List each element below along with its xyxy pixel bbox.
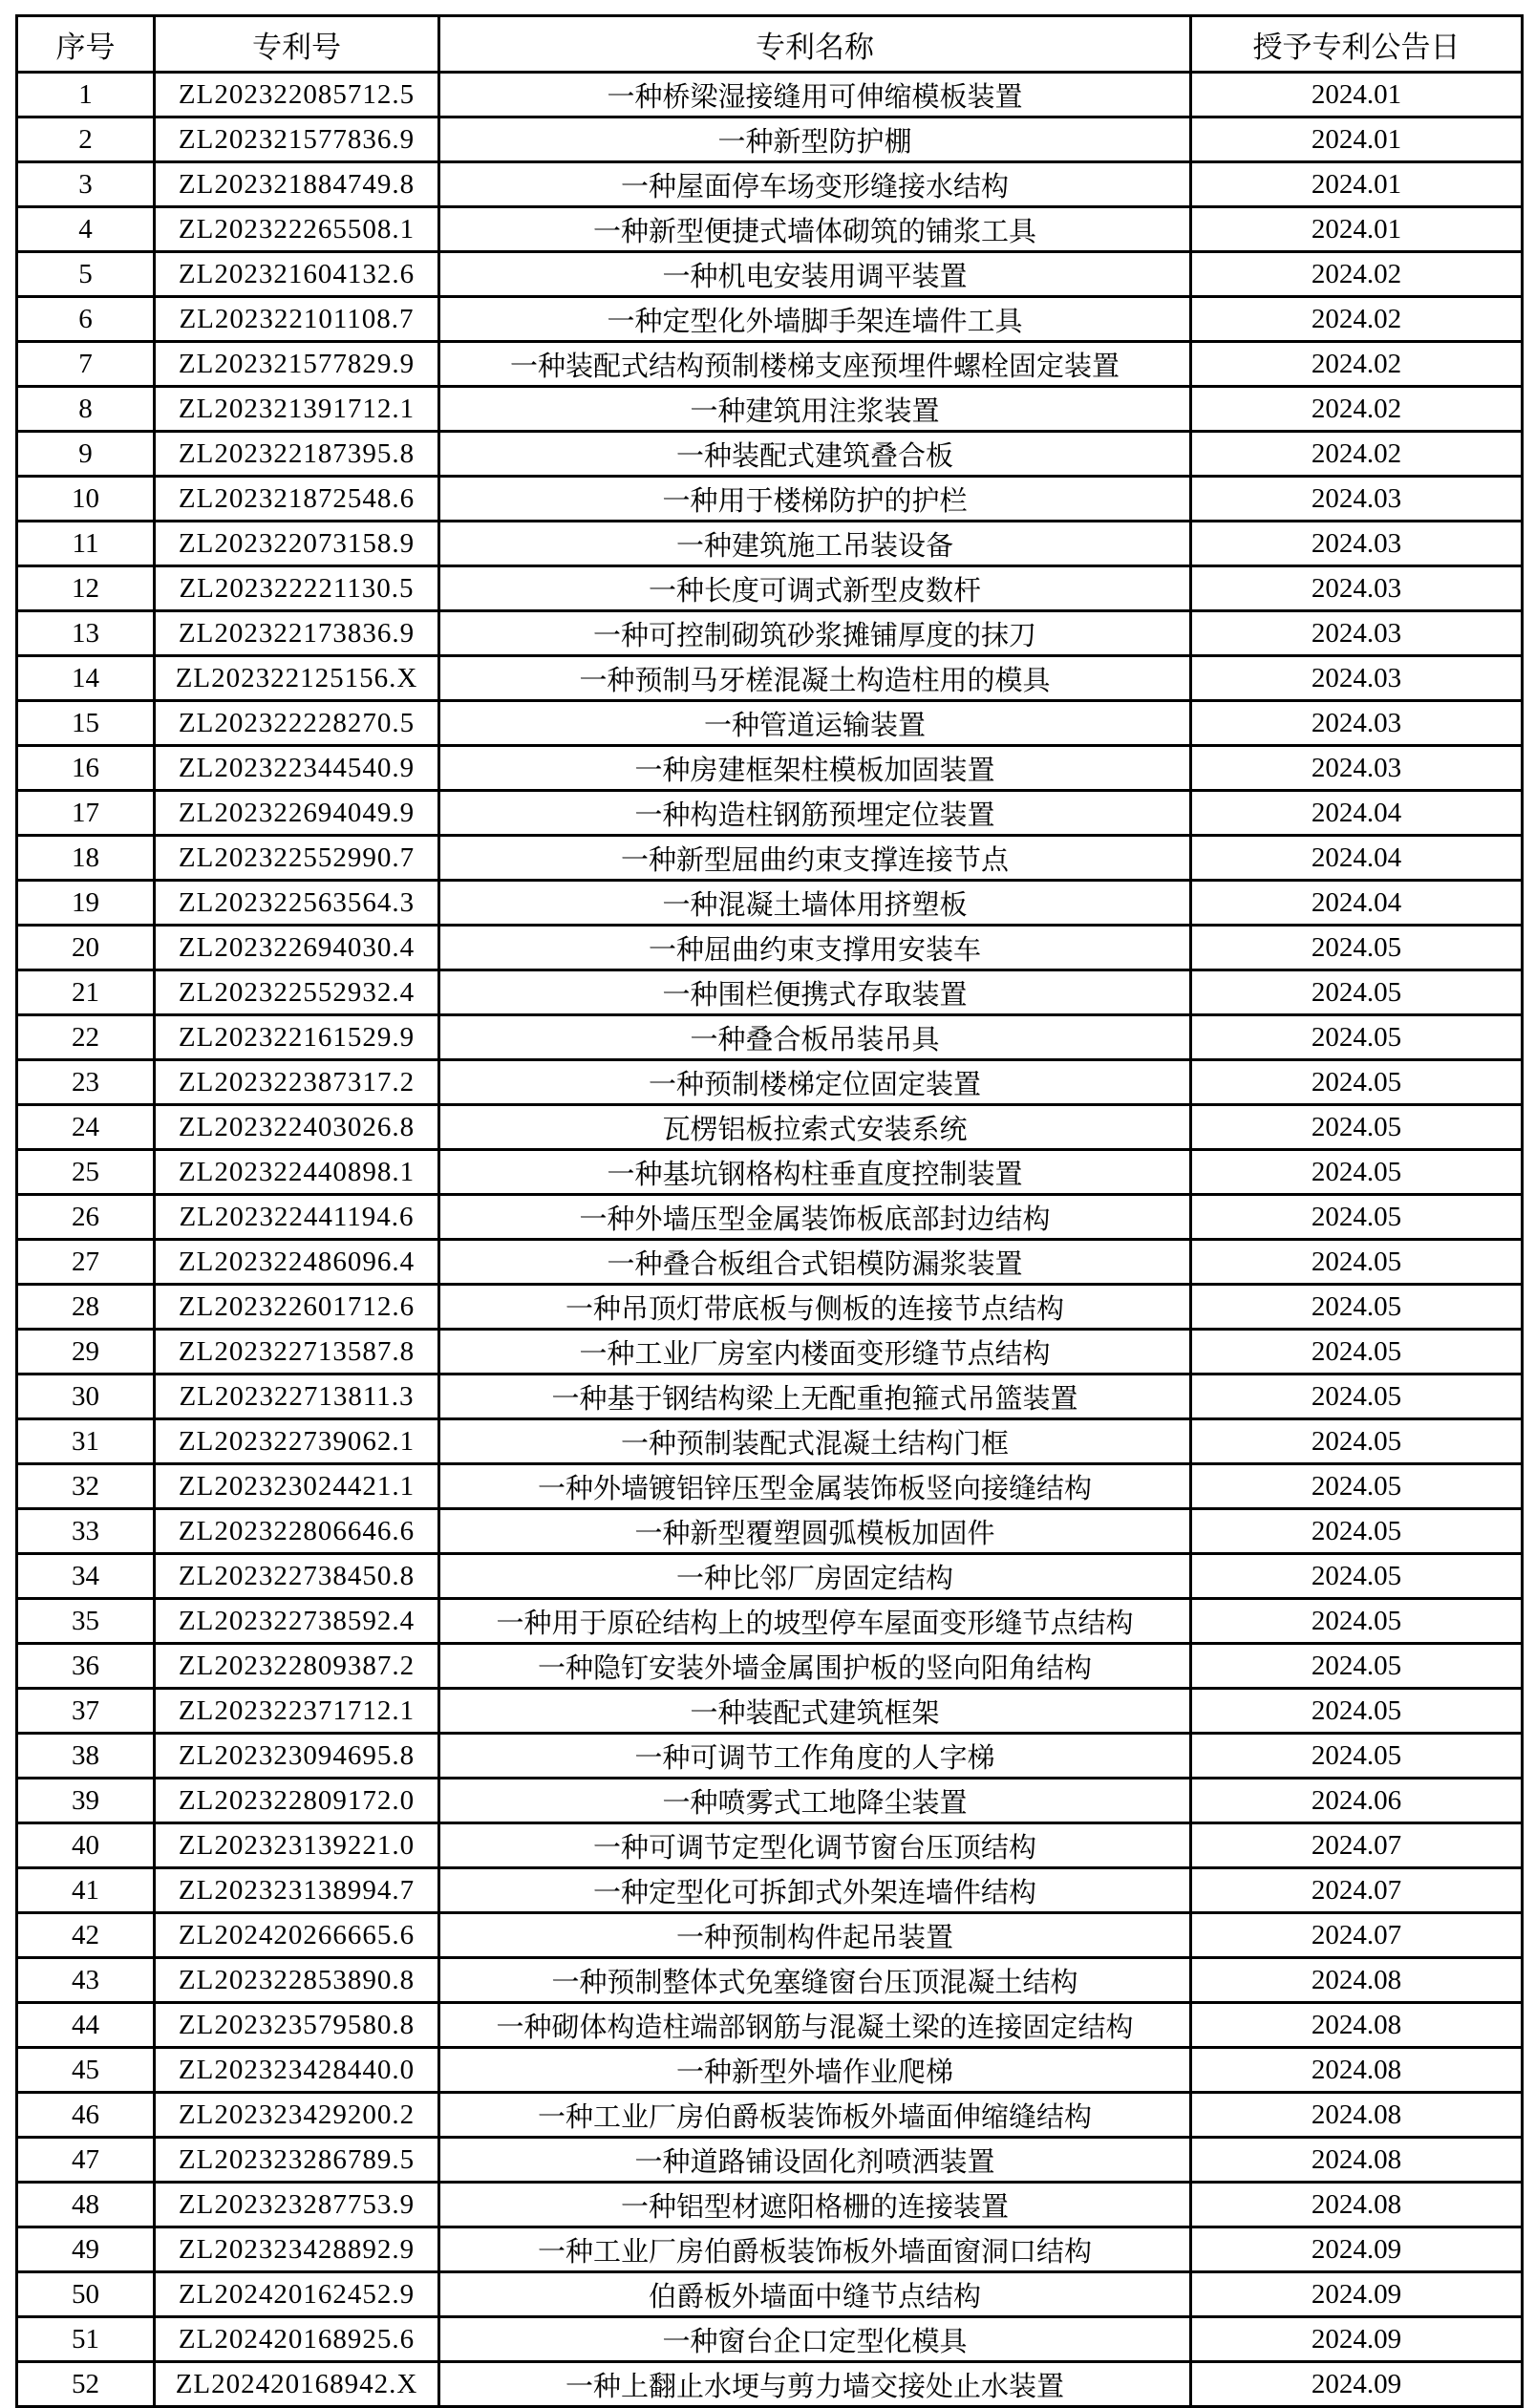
patent-number-cell: ZL202322173836.9 — [155, 611, 439, 656]
row-index-cell: 14 — [17, 656, 155, 701]
table-row — [17, 1868, 1523, 1913]
grant-date-cell: 2024.08 — [1191, 2003, 1523, 2048]
patent-number-cell: ZL202322713811.3 — [155, 1374, 439, 1419]
row-index-cell: 21 — [17, 970, 155, 1015]
patent-name-cell: 一种预制马牙槎混凝土构造柱用的模具 — [439, 656, 1191, 701]
table-row — [17, 656, 1523, 701]
patent-number-cell: ZL202322221130.5 — [155, 566, 439, 611]
patent-number-cell: ZL202420162452.9 — [155, 2272, 439, 2317]
patent-number-cell: ZL202322187395.8 — [155, 432, 439, 477]
patent-number-cell: ZL202323428892.9 — [155, 2227, 439, 2272]
table-row — [17, 1015, 1523, 1060]
table-row — [17, 1823, 1523, 1868]
grant-date-cell: 2024.05 — [1191, 1509, 1523, 1554]
patent-number-cell: ZL202322486096.4 — [155, 1240, 439, 1285]
grant-date-cell: 2024.02 — [1191, 342, 1523, 387]
row-index-cell: 24 — [17, 1105, 155, 1150]
patent-name-cell: 一种新型便捷式墙体砌筑的铺浆工具 — [439, 207, 1191, 252]
patent-name-cell: 一种道路铺设固化剂喷洒装置 — [439, 2138, 1191, 2183]
table-row — [17, 1958, 1523, 2003]
patent-number-cell: ZL202420168925.6 — [155, 2317, 439, 2362]
patent-name-cell: 一种用于楼梯防护的护栏 — [439, 477, 1191, 522]
row-index-cell: 32 — [17, 1464, 155, 1509]
patent-name-cell: 一种工业厂房伯爵板装饰板外墙面窗洞口结构 — [439, 2227, 1191, 2272]
patent-name-cell: 一种定型化外墙脚手架连墙件工具 — [439, 297, 1191, 342]
row-index-cell: 38 — [17, 1734, 155, 1779]
row-index-cell: 46 — [17, 2093, 155, 2138]
grant-date-cell: 2024.02 — [1191, 297, 1523, 342]
header-row — [17, 16, 1523, 73]
table-row — [17, 1060, 1523, 1105]
grant-date-cell: 2024.04 — [1191, 791, 1523, 836]
patent-number-cell: ZL202322101108.7 — [155, 297, 439, 342]
patent-name-cell: 一种外墙镀铝锌压型金属装饰板竖向接缝结构 — [439, 1464, 1191, 1509]
patent-number-cell: ZL202322387317.2 — [155, 1060, 439, 1105]
patent-name-cell: 一种屈曲约束支撑用安装车 — [439, 926, 1191, 970]
grant-date-cell: 2024.03 — [1191, 656, 1523, 701]
row-index-cell: 40 — [17, 1823, 155, 1868]
grant-date-cell: 2024.02 — [1191, 252, 1523, 297]
row-index-cell: 2 — [17, 117, 155, 162]
patent-number-cell: ZL202322265508.1 — [155, 207, 439, 252]
row-index-cell: 31 — [17, 1419, 155, 1464]
patent-name-cell: 一种可调节工作角度的人字梯 — [439, 1734, 1191, 1779]
patent-number-cell: ZL202322694049.9 — [155, 791, 439, 836]
grant-date-cell: 2024.05 — [1191, 1105, 1523, 1150]
grant-date-cell: 2024.09 — [1191, 2317, 1523, 2362]
header-patent-name: 专利名称 — [439, 16, 1191, 73]
table-row — [17, 1330, 1523, 1374]
patent-name-cell: 一种建筑施工吊装设备 — [439, 522, 1191, 566]
table-row — [17, 611, 1523, 656]
row-index-cell: 45 — [17, 2048, 155, 2093]
grant-date-cell: 2024.05 — [1191, 1374, 1523, 1419]
patent-number-cell: ZL202322085712.5 — [155, 73, 439, 117]
patent-number-cell: ZL202323094695.8 — [155, 1734, 439, 1779]
row-index-cell: 11 — [17, 522, 155, 566]
patent-name-cell: 一种预制装配式混凝土结构门框 — [439, 1419, 1191, 1464]
table-row — [17, 746, 1523, 791]
grant-date-cell: 2024.05 — [1191, 1689, 1523, 1734]
patent-name-cell: 一种外墙压型金属装饰板底部封边结构 — [439, 1195, 1191, 1240]
patent-name-cell: 一种叠合板吊装吊具 — [439, 1015, 1191, 1060]
header-patent-number: 专利号 — [155, 16, 439, 73]
patent-name-cell: 一种装配式建筑叠合板 — [439, 432, 1191, 477]
row-index-cell: 25 — [17, 1150, 155, 1195]
patent-name-cell: 一种预制整体式免塞缝窗台压顶混凝土结构 — [439, 1958, 1191, 2003]
table-row — [17, 342, 1523, 387]
row-index-cell: 18 — [17, 836, 155, 881]
table-row — [17, 2272, 1523, 2317]
patent-number-cell: ZL202323139221.0 — [155, 1823, 439, 1868]
patent-number-cell: ZL202322694030.4 — [155, 926, 439, 970]
patent-number-cell: ZL202322371712.1 — [155, 1689, 439, 1734]
row-index-cell: 27 — [17, 1240, 155, 1285]
row-index-cell: 9 — [17, 432, 155, 477]
table-row — [17, 836, 1523, 881]
row-index-cell: 4 — [17, 207, 155, 252]
patent-number-cell: ZL202322853890.8 — [155, 1958, 439, 2003]
patent-name-cell: 一种机电安装用调平装置 — [439, 252, 1191, 297]
table-row — [17, 1644, 1523, 1689]
table-row — [17, 1105, 1523, 1150]
patent-name-cell: 一种工业厂房伯爵板装饰板外墙面伸缩缝结构 — [439, 2093, 1191, 2138]
patent-number-cell: ZL202322125156.X — [155, 656, 439, 701]
row-index-cell: 50 — [17, 2272, 155, 2317]
patent-number-cell: ZL202322601712.6 — [155, 1285, 439, 1330]
grant-date-cell: 2024.03 — [1191, 701, 1523, 746]
patent-number-cell: ZL202323287753.9 — [155, 2183, 439, 2227]
grant-date-cell: 2024.03 — [1191, 611, 1523, 656]
table-row — [17, 2048, 1523, 2093]
patent-name-cell: 一种基于钢结构梁上无配重抱箍式吊篮装置 — [439, 1374, 1191, 1419]
patent-table-header — [17, 16, 1523, 73]
table-row — [17, 1689, 1523, 1734]
patent-table — [15, 14, 1524, 2408]
patent-number-cell: ZL202323138994.7 — [155, 1868, 439, 1913]
grant-date-cell: 2024.08 — [1191, 2048, 1523, 2093]
grant-date-cell: 2024.06 — [1191, 1779, 1523, 1823]
grant-date-cell: 2024.01 — [1191, 73, 1523, 117]
patent-number-cell: ZL202322440898.1 — [155, 1150, 439, 1195]
patent-number-cell: ZL202322161529.9 — [155, 1015, 439, 1060]
table-row — [17, 522, 1523, 566]
patent-name-cell: 一种新型覆塑圆弧模板加固件 — [439, 1509, 1191, 1554]
row-index-cell: 22 — [17, 1015, 155, 1060]
row-index-cell: 8 — [17, 387, 155, 432]
patent-name-cell: 一种新型外墙作业爬梯 — [439, 2048, 1191, 2093]
grant-date-cell: 2024.01 — [1191, 207, 1523, 252]
table-row — [17, 432, 1523, 477]
table-row — [17, 252, 1523, 297]
table-row — [17, 387, 1523, 432]
row-index-cell: 28 — [17, 1285, 155, 1330]
table-row — [17, 2362, 1523, 2407]
grant-date-cell: 2024.03 — [1191, 566, 1523, 611]
row-index-cell: 6 — [17, 297, 155, 342]
row-index-cell: 52 — [17, 2362, 155, 2407]
table-row — [17, 73, 1523, 117]
row-index-cell: 17 — [17, 791, 155, 836]
row-index-cell: 13 — [17, 611, 155, 656]
patent-name-cell: 一种长度可调式新型皮数杆 — [439, 566, 1191, 611]
patent-number-cell: ZL202321604132.6 — [155, 252, 439, 297]
table-row — [17, 791, 1523, 836]
patent-number-cell: ZL202322713587.8 — [155, 1330, 439, 1374]
patent-name-cell: 一种新型屈曲约束支撑连接节点 — [439, 836, 1191, 881]
patent-number-cell: ZL202322344540.9 — [155, 746, 439, 791]
row-index-cell: 16 — [17, 746, 155, 791]
patent-name-cell: 一种隐钉安装外墙金属围护板的竖向阳角结构 — [439, 1644, 1191, 1689]
table-row — [17, 2138, 1523, 2183]
patent-name-cell: 瓦楞铝板拉索式安装系统 — [439, 1105, 1191, 1150]
patent-number-cell: ZL202321577829.9 — [155, 342, 439, 387]
patent-name-cell: 一种喷雾式工地降尘装置 — [439, 1779, 1191, 1823]
patent-name-cell: 一种新型防护棚 — [439, 117, 1191, 162]
grant-date-cell: 2024.03 — [1191, 522, 1523, 566]
patent-name-cell: 一种可调节定型化调节窗台压顶结构 — [439, 1823, 1191, 1868]
row-index-cell: 26 — [17, 1195, 155, 1240]
grant-date-cell: 2024.08 — [1191, 1958, 1523, 2003]
patent-name-cell: 一种可控制砌筑砂浆摊铺厚度的抹刀 — [439, 611, 1191, 656]
grant-date-cell: 2024.09 — [1191, 2362, 1523, 2407]
table-row — [17, 881, 1523, 926]
table-row — [17, 1419, 1523, 1464]
row-index-cell: 36 — [17, 1644, 155, 1689]
table-row — [17, 207, 1523, 252]
grant-date-cell: 2024.05 — [1191, 1150, 1523, 1195]
patent-name-cell: 一种装配式结构预制楼梯支座预埋件螺栓固定装置 — [439, 342, 1191, 387]
patent-number-cell: ZL202322738592.4 — [155, 1599, 439, 1644]
table-row — [17, 2317, 1523, 2362]
grant-date-cell: 2024.05 — [1191, 970, 1523, 1015]
table-row — [17, 1779, 1523, 1823]
table-row — [17, 701, 1523, 746]
patent-number-cell: ZL202323429200.2 — [155, 2093, 439, 2138]
row-index-cell: 3 — [17, 162, 155, 207]
patent-table-body — [17, 73, 1523, 2407]
table-row — [17, 477, 1523, 522]
patent-number-cell: ZL202323286789.5 — [155, 2138, 439, 2183]
grant-date-cell: 2024.05 — [1191, 1554, 1523, 1599]
grant-date-cell: 2024.05 — [1191, 1240, 1523, 1285]
patent-name-cell: 一种建筑用注浆装置 — [439, 387, 1191, 432]
grant-date-cell: 2024.05 — [1191, 1644, 1523, 1689]
row-index-cell: 43 — [17, 1958, 155, 2003]
grant-date-cell: 2024.05 — [1191, 1285, 1523, 1330]
row-index-cell: 41 — [17, 1868, 155, 1913]
patent-name-cell: 一种预制楼梯定位固定装置 — [439, 1060, 1191, 1105]
table-row — [17, 2227, 1523, 2272]
grant-date-cell: 2024.05 — [1191, 1330, 1523, 1374]
grant-date-cell: 2024.02 — [1191, 432, 1523, 477]
table-row — [17, 117, 1523, 162]
grant-date-cell: 2024.05 — [1191, 1195, 1523, 1240]
patent-name-cell: 一种工业厂房室内楼面变形缝节点结构 — [439, 1330, 1191, 1374]
row-index-cell: 5 — [17, 252, 155, 297]
grant-date-cell: 2024.09 — [1191, 2272, 1523, 2317]
grant-date-cell: 2024.04 — [1191, 836, 1523, 881]
grant-date-cell: 2024.05 — [1191, 1599, 1523, 1644]
grant-date-cell: 2024.04 — [1191, 881, 1523, 926]
patent-number-cell: ZL202323428440.0 — [155, 2048, 439, 2093]
row-index-cell: 33 — [17, 1509, 155, 1554]
row-index-cell: 49 — [17, 2227, 155, 2272]
patent-number-cell: ZL202322073158.9 — [155, 522, 439, 566]
patent-number-cell: ZL202322739062.1 — [155, 1419, 439, 1464]
patent-name-cell: 伯爵板外墙面中缝节点结构 — [439, 2272, 1191, 2317]
grant-date-cell: 2024.01 — [1191, 117, 1523, 162]
row-index-cell: 30 — [17, 1374, 155, 1419]
patent-name-cell: 一种混凝土墙体用挤塑板 — [439, 881, 1191, 926]
grant-date-cell: 2024.05 — [1191, 1464, 1523, 1509]
patent-name-cell: 一种预制构件起吊装置 — [439, 1913, 1191, 1958]
patent-name-cell: 一种管道运输装置 — [439, 701, 1191, 746]
table-row — [17, 297, 1523, 342]
row-index-cell: 23 — [17, 1060, 155, 1105]
grant-date-cell: 2024.07 — [1191, 1868, 1523, 1913]
grant-date-cell: 2024.05 — [1191, 1734, 1523, 1779]
row-index-cell: 29 — [17, 1330, 155, 1374]
patent-number-cell: ZL202322552932.4 — [155, 970, 439, 1015]
patent-number-cell: ZL202322403026.8 — [155, 1105, 439, 1150]
table-row — [17, 1734, 1523, 1779]
table-row — [17, 1240, 1523, 1285]
grant-date-cell: 2024.03 — [1191, 477, 1523, 522]
row-index-cell: 34 — [17, 1554, 155, 1599]
grant-date-cell: 2024.02 — [1191, 387, 1523, 432]
row-index-cell: 35 — [17, 1599, 155, 1644]
row-index-cell: 51 — [17, 2317, 155, 2362]
patent-number-cell: ZL202322738450.8 — [155, 1554, 439, 1599]
row-index-cell: 1 — [17, 73, 155, 117]
patent-name-cell: 一种屋面停车场变形缝接水结构 — [439, 162, 1191, 207]
grant-date-cell: 2024.01 — [1191, 162, 1523, 207]
grant-date-cell: 2024.05 — [1191, 1060, 1523, 1105]
patent-name-cell: 一种叠合板组合式铝模防漏浆装置 — [439, 1240, 1191, 1285]
patent-number-cell: ZL202323024421.1 — [155, 1464, 439, 1509]
patent-name-cell: 一种比邻厂房固定结构 — [439, 1554, 1191, 1599]
table-row — [17, 1374, 1523, 1419]
grant-date-cell: 2024.08 — [1191, 2183, 1523, 2227]
row-index-cell: 47 — [17, 2138, 155, 2183]
patent-number-cell: ZL202321884749.8 — [155, 162, 439, 207]
patent-name-cell: 一种装配式建筑框架 — [439, 1689, 1191, 1734]
table-row — [17, 1913, 1523, 1958]
grant-date-cell: 2024.09 — [1191, 2227, 1523, 2272]
table-row — [17, 1195, 1523, 1240]
patent-number-cell: ZL202420266665.6 — [155, 1913, 439, 1958]
patent-number-cell: ZL202322809387.2 — [155, 1644, 439, 1689]
patent-number-cell: ZL202322809172.0 — [155, 1779, 439, 1823]
row-index-cell: 12 — [17, 566, 155, 611]
patent-number-cell: ZL202322806646.6 — [155, 1509, 439, 1554]
patent-name-cell: 一种用于原砼结构上的坡型停车屋面变形缝节点结构 — [439, 1599, 1191, 1644]
patent-name-cell: 一种围栏便携式存取装置 — [439, 970, 1191, 1015]
table-row — [17, 1554, 1523, 1599]
patent-name-cell: 一种桥梁湿接缝用可伸缩模板装置 — [439, 73, 1191, 117]
patent-number-cell: ZL202322228270.5 — [155, 701, 439, 746]
table-row — [17, 1509, 1523, 1554]
patent-name-cell: 一种铝型材遮阳格栅的连接装置 — [439, 2183, 1191, 2227]
table-row — [17, 1285, 1523, 1330]
patent-name-cell: 一种房建框架柱模板加固装置 — [439, 746, 1191, 791]
table-row — [17, 566, 1523, 611]
grant-date-cell: 2024.08 — [1191, 2138, 1523, 2183]
row-index-cell: 39 — [17, 1779, 155, 1823]
patent-number-cell: ZL202322441194.6 — [155, 1195, 439, 1240]
row-index-cell: 20 — [17, 926, 155, 970]
patent-name-cell: 一种基坑钢格构柱垂直度控制装置 — [439, 1150, 1191, 1195]
table-row — [17, 970, 1523, 1015]
patent-number-cell: ZL202321391712.1 — [155, 387, 439, 432]
row-index-cell: 19 — [17, 881, 155, 926]
table-row — [17, 926, 1523, 970]
grant-date-cell: 2024.05 — [1191, 1419, 1523, 1464]
patent-number-cell: ZL202420168942.X — [155, 2362, 439, 2407]
patent-number-cell: ZL202323579580.8 — [155, 2003, 439, 2048]
table-row — [17, 1599, 1523, 1644]
table-row — [17, 2093, 1523, 2138]
table-row — [17, 2003, 1523, 2048]
patent-name-cell: 一种吊顶灯带底板与侧板的连接节点结构 — [439, 1285, 1191, 1330]
patent-number-cell: ZL202322552990.7 — [155, 836, 439, 881]
row-index-cell: 37 — [17, 1689, 155, 1734]
patent-name-cell: 一种砌体构造柱端部钢筋与混凝土梁的连接固定结构 — [439, 2003, 1191, 2048]
header-index: 序号 — [17, 16, 155, 73]
patent-name-cell: 一种定型化可拆卸式外架连墙件结构 — [439, 1868, 1191, 1913]
patent-number-cell: ZL202322563564.3 — [155, 881, 439, 926]
patent-name-cell: 一种上翻止水埂与剪力墙交接处止水装置 — [439, 2362, 1191, 2407]
row-index-cell: 48 — [17, 2183, 155, 2227]
grant-date-cell: 2024.05 — [1191, 926, 1523, 970]
header-grant-date: 授予专利公告日 — [1191, 16, 1523, 73]
patent-name-cell: 一种构造柱钢筋预埋定位装置 — [439, 791, 1191, 836]
table-row — [17, 2183, 1523, 2227]
grant-date-cell: 2024.07 — [1191, 1913, 1523, 1958]
patent-name-cell: 一种窗台企口定型化模具 — [439, 2317, 1191, 2362]
grant-date-cell: 2024.05 — [1191, 1015, 1523, 1060]
grant-date-cell: 2024.07 — [1191, 1823, 1523, 1868]
row-index-cell: 42 — [17, 1913, 155, 1958]
grant-date-cell: 2024.08 — [1191, 2093, 1523, 2138]
row-index-cell: 7 — [17, 342, 155, 387]
grant-date-cell: 2024.03 — [1191, 746, 1523, 791]
row-index-cell: 15 — [17, 701, 155, 746]
row-index-cell: 10 — [17, 477, 155, 522]
table-row — [17, 162, 1523, 207]
row-index-cell: 44 — [17, 2003, 155, 2048]
table-row — [17, 1464, 1523, 1509]
table-row — [17, 1150, 1523, 1195]
patent-number-cell: ZL202321872548.6 — [155, 477, 439, 522]
patent-number-cell: ZL202321577836.9 — [155, 117, 439, 162]
